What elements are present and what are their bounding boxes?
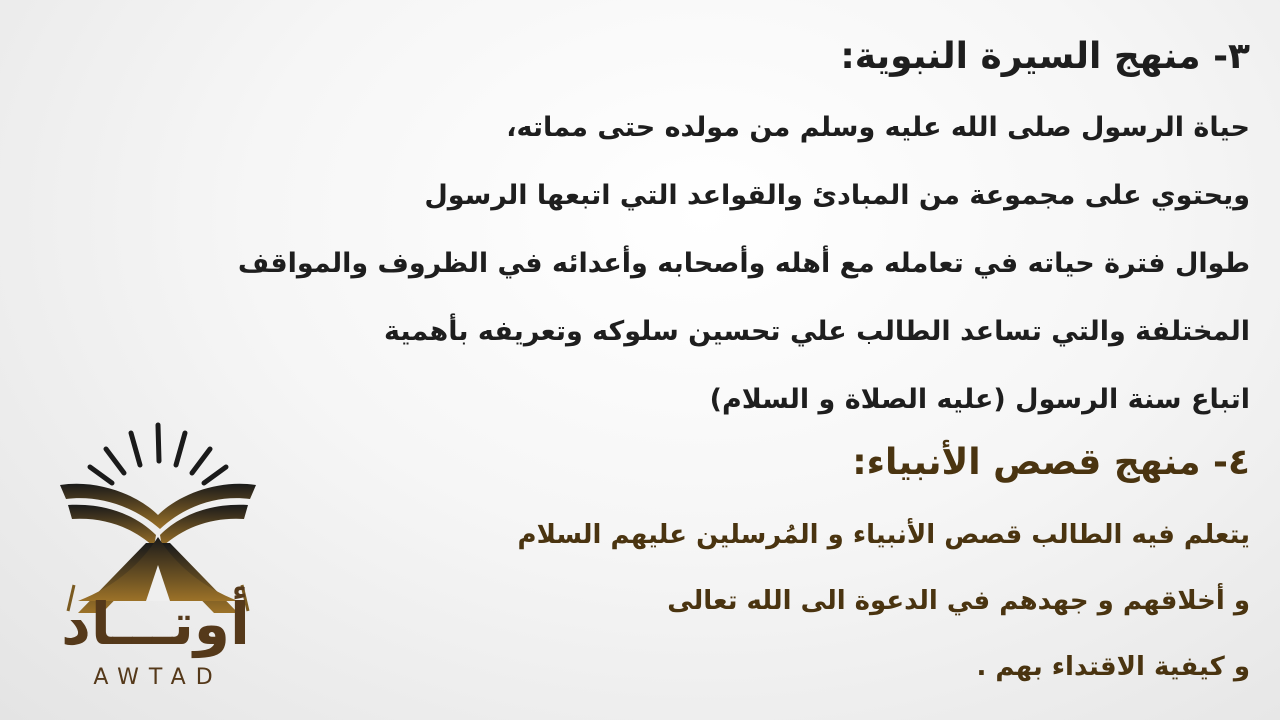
logo-arabic-text: أوتـــاد: [61, 590, 250, 658]
section4-line-3: و كيفية الاقتداء بهم .: [976, 652, 1250, 682]
section3-line-3: طوال فترة حياته في تعامله مع أهله وأصحابه وأعدائه في الظروف والمواقف: [237, 248, 1250, 279]
section3-line-5: اتباع سنة الرسول (عليه الصلاة و السلام): [709, 384, 1250, 415]
section4-line-2: و أخلاقهم و جهدهم في الدعوة الى الله تعالى: [667, 586, 1250, 616]
section3-line-4: المختلفة والتي تساعد الطالب علي تحسين سلوكه وتعريفه بأهمية: [383, 316, 1250, 347]
section3-heading: ٣- منهج السيرة النبوية:: [840, 36, 1250, 77]
awtad-logo: [28, 415, 288, 705]
section3-line-2: ويحتوي على مجموعة من المبادئ والقواعد التي اتبعها الرسول: [424, 180, 1250, 211]
open-book-tent-icon: [28, 415, 288, 615]
section4-heading: ٤- منهج قصص الأنبياء:: [852, 442, 1250, 483]
section4-line-1: يتعلم فيه الطالب قصص الأنبياء و المُرسلين عليهم السلام: [517, 520, 1250, 550]
logo-latin-text: AWTAD: [93, 665, 223, 690]
section3-line-1: حياة الرسول صلى الله عليه وسلم من مولده حتى مماته،: [506, 112, 1250, 143]
